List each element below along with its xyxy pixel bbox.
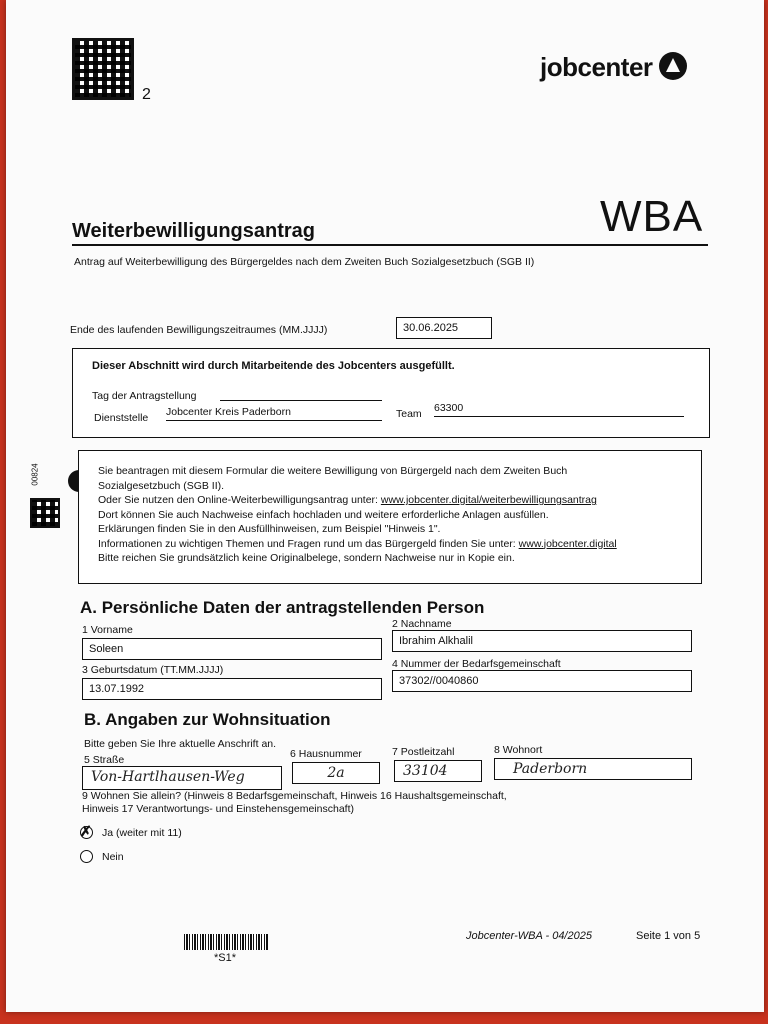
- office-box-heading: Dieser Abschnitt wird durch Mitarbeitende des Jobcenters ausgefüllt.: [92, 360, 455, 372]
- bg-number-label: 4 Nummer der Bedarfsgemeinschaft: [392, 658, 561, 670]
- house-number-label: 6 Hausnummer: [290, 748, 362, 760]
- info-line-7: Bitte reichen Sie grundsätzlich keine Originalbelege, sondern Nachweise nur in Kopie ein.: [98, 552, 515, 564]
- birth-date-field[interactable]: 13.07.1992: [82, 678, 382, 700]
- birth-date-label: 3 Geburtsdatum (TT.MM.JJJJ): [82, 664, 224, 676]
- question-9-line-1: 9 Wohnen Sie allein? (Hinweis 8 Bedarfsgemeinschaft, Hinweis 16 Haushaltsgemeinschaft,: [82, 790, 507, 802]
- info-line-5: Erklärungen finden Sie in den Ausfüllhinweisen, zum Beispiel "Hinweis 1".: [98, 523, 441, 535]
- period-field[interactable]: 30.06.2025: [396, 317, 492, 339]
- house-number-field[interactable]: 2a: [292, 762, 380, 784]
- barcode-icon: [184, 934, 268, 950]
- jobcenter-digital-link[interactable]: www.jobcenter.digital: [518, 537, 617, 550]
- jobcenter-logo: [540, 52, 687, 83]
- team-label: Team: [396, 408, 422, 420]
- no-radio[interactable]: [80, 850, 93, 863]
- federal-agency-icon: [659, 52, 687, 80]
- form-code: WBA: [600, 192, 704, 241]
- side-qr-code-icon: [30, 498, 60, 528]
- title-rule: [72, 244, 708, 246]
- zip-field[interactable]: 33104: [394, 760, 482, 782]
- section-b-title: B. Angaben zur Wohnsituation: [84, 710, 331, 729]
- city-label: 8 Wohnort: [494, 744, 543, 756]
- info-line-6: [98, 537, 688, 552]
- section-a-title: A. Persönliche Daten der antragstellenden Person: [80, 598, 485, 617]
- info-line-2: Sozialgesetzbuch (SGB II).: [98, 479, 225, 492]
- page-marker: 2: [142, 86, 151, 103]
- office-field[interactable]: Jobcenter Kreis Paderborn: [166, 406, 382, 421]
- first-name-label: 1 Vorname: [82, 624, 133, 636]
- logo-text: jobcenter: [540, 52, 653, 82]
- no-label: Nein: [102, 851, 124, 863]
- question-9: [82, 790, 507, 816]
- info-text: [98, 464, 688, 566]
- info-line-1: Sie beantragen mit diesem Formular die weitere Bewilligung von Bürgergeld nach dem Zweiten Buch: [98, 465, 568, 477]
- last-name-label: 2 Nachname: [392, 618, 452, 630]
- application-date-label: Tag der Antragstellung: [92, 390, 197, 402]
- barcode-text: *S1*: [214, 952, 237, 964]
- city-field[interactable]: Paderborn: [494, 758, 692, 780]
- office-label: Dienststelle: [94, 412, 149, 424]
- info-line-3-text: Oder Sie nutzen den Online-Weiterbewilligungsantrag unter:: [98, 494, 381, 506]
- street-label: 5 Straße: [84, 754, 125, 766]
- form-page: [6, 0, 764, 1012]
- info-line-3: [98, 493, 688, 508]
- online-application-link[interactable]: www.jobcenter.digital/weiterbewilligungsantrag: [380, 494, 597, 506]
- last-name-field[interactable]: Ibrahim Alkhalil: [392, 630, 692, 652]
- street-field[interactable]: Von-Hartlhausen-Weg: [82, 766, 282, 790]
- form-version: Jobcenter-WBA - 04/2025: [466, 930, 592, 942]
- address-intro: Bitte geben Sie Ihre aktuelle Anschrift an.: [84, 738, 277, 750]
- form-title: Weiterbewilligungsantrag: [72, 220, 315, 242]
- form-subtitle: Antrag auf Weiterbewilligung des Bürgergeldes nach dem Zweiten Buch Sozialgesetzbuch (SGB II): [74, 256, 535, 268]
- application-date-field[interactable]: [220, 386, 382, 401]
- check-mark-icon: ✗: [80, 823, 92, 839]
- question-9-line-2: Hinweis 17 Verantwortungs- und Einstehensgemeinschaft): [82, 803, 354, 815]
- qr-code-icon: [72, 38, 134, 100]
- page-number: Seite 1 von 5: [636, 930, 701, 942]
- yes-label: Ja (weiter mit 11): [102, 827, 182, 839]
- period-label: Ende des laufenden Bewilligungszeitraumes (MM.JJJJ): [70, 324, 328, 336]
- side-code: 00824: [30, 463, 40, 486]
- info-line-4: Dort können Sie auch Nachweise einfach hochladen und weitere erforderliche Anlagen ausfüllen.: [98, 508, 549, 521]
- first-name-field[interactable]: Soleen: [82, 638, 382, 660]
- zip-label: 7 Postleitzahl: [392, 746, 455, 758]
- team-field[interactable]: 63300: [434, 402, 684, 417]
- bg-number-field[interactable]: 37302//0040860: [392, 670, 692, 692]
- info-line-6-text: Informationen zu wichtigen Themen und Fragen rund um das Bürgergeld finden Sie unter:: [98, 537, 519, 550]
